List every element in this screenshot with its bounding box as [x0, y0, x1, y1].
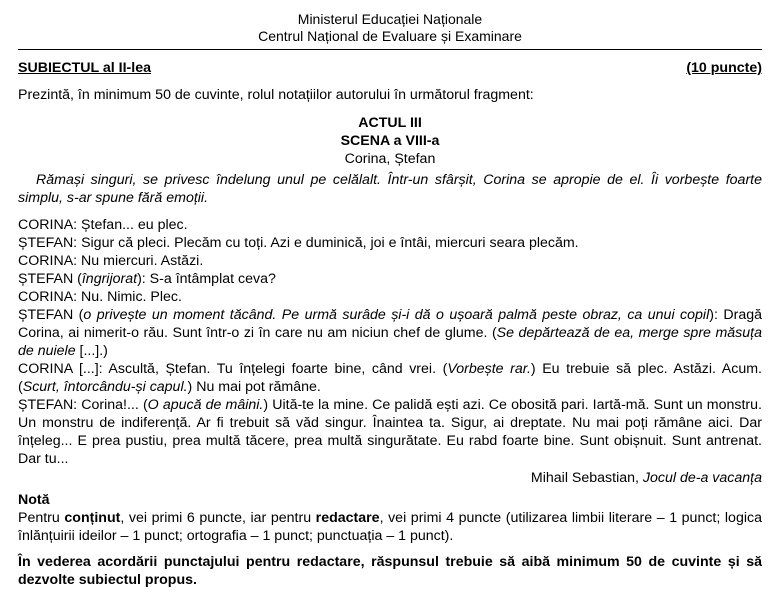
header-divider: [18, 49, 762, 50]
author-name: Mihail Sebastian,: [530, 470, 643, 486]
stage-note: Scurt, întorcându-și capul.: [22, 379, 188, 395]
speech-text: CORINA [...]: Ascultă, Ștefan. Tu înțelegi foarte bine, când vrei. (: [18, 361, 448, 377]
dialogue-line: ȘTEFAN: Sigur că pleci. Plecăm cu toți. Azi e duminică, joi e întâi, miercuri seara plecăm.: [18, 235, 579, 251]
scene-title: SCENA a VIII-a: [340, 133, 440, 149]
ministry-name: Ministerul Educației Naționale: [297, 11, 483, 27]
dialogue-line: CORINA: Nu miercuri. Astăzi.: [18, 253, 204, 269]
note-fragment: , vei primi 4 puncte (utilizarea limbii literare – 1 punct; logica înlănțuirii ideilor – 1 punct; ortografia – 1 punct; punctuația – 1 punct).: [18, 510, 762, 544]
note-fragment: Pentru: [18, 510, 65, 526]
speech-text: ) Eu trebuie să plec. Astăzi. Acum. (: [18, 361, 762, 395]
exam-page: [18, 11, 762, 589]
source-citation: [18, 469, 762, 487]
speech-text: ): S-a întâmplat ceva?: [137, 271, 276, 287]
stage-note: O apucă de mâini.: [147, 397, 264, 413]
note-title: Notă: [18, 492, 50, 508]
act-title: ACTUL III: [358, 115, 422, 131]
dialogue-line: [18, 396, 762, 468]
subject-title: SUBIECTUL al II-lea: [18, 60, 151, 76]
note-keyword-content: conținut: [64, 510, 121, 526]
document-header: [18, 11, 762, 45]
stage-note: Vorbește rar.: [447, 361, 531, 377]
speaker-text: ȘTEFAN (: [18, 307, 84, 323]
speech-text: ) Nu mai pot rămâne.: [187, 379, 321, 395]
note-fragment: , vei primi 6 puncte, iar pentru: [120, 510, 316, 526]
dialogue-line: CORINA: Ștefan... eu plec.: [18, 217, 188, 233]
dialogue-line: [18, 360, 762, 396]
dialogue-line: [18, 270, 762, 288]
work-title: Jocul de-a vacanța: [642, 470, 762, 486]
stage-note: o privește un moment tăcând. Pe urmă surâde și-i dă o ușoară palmă peste obraz, ca unui copil: [83, 307, 710, 323]
note-text: [18, 509, 762, 545]
speech-text: ) Uită-te la mine. Ce palidă ești azi. Ce obosită pari. Iartă-mă. Sunt un monstru. Un monstru de indiferență. Ar fi trebuit să văd singur. Înaintea ta. Sigur, ai dreptate. Nu mai poți rămâne aici. Dar înțeleg... E prea pustiu, prea multă tăcere, prea multă singurătate. Eu rabd foarte bine. Sunt obișnuit. Sunt antrenat. Dar tu...: [18, 397, 762, 467]
subject-points: (10 puncte): [686, 60, 762, 76]
speech-text: ȘTEFAN: Corina!... (: [18, 397, 148, 413]
subject-heading: [18, 59, 762, 77]
dialogue-line: CORINA: Nu. Nimic. Plec.: [18, 289, 182, 305]
note-keyword-redaction: redactare: [315, 510, 380, 526]
dialogue-line: [18, 306, 762, 360]
scene-characters: Corina, Ștefan: [344, 151, 436, 167]
final-requirement: În vederea acordării punctajului pentru redactare, răspunsul trebuie să aibă minimum 50 de cuvinte și să dezvolte subiectul propus.: [18, 554, 762, 588]
stage-direction: Rămași singuri, se privesc îndelung unul pe celălalt. Într-un sfârșit, Corina se apropie de el. Îi vorbește foarte simplu, s-ar spune fără emoții.: [18, 172, 762, 206]
speech-text: ): Dragă Corina, ai nimerit-o rău. Sunt într-o zi în care nu am niciun chef de glume. (: [18, 307, 762, 341]
dialogue: [18, 216, 762, 468]
stage-note: Se depărtează de ea, merge spre măsuța de nuiele: [18, 325, 762, 359]
speech-text: [...].): [75, 343, 108, 359]
task-prompt: Prezintă, în minimum 50 de cuvinte, rolul notațiilor autorului în următorul fragment:: [18, 87, 534, 103]
speaker-text: ȘTEFAN (: [18, 271, 82, 287]
center-name: Centrul Național de Evaluare și Examinare: [258, 28, 522, 44]
stage-note: îngrijorat: [81, 271, 138, 287]
